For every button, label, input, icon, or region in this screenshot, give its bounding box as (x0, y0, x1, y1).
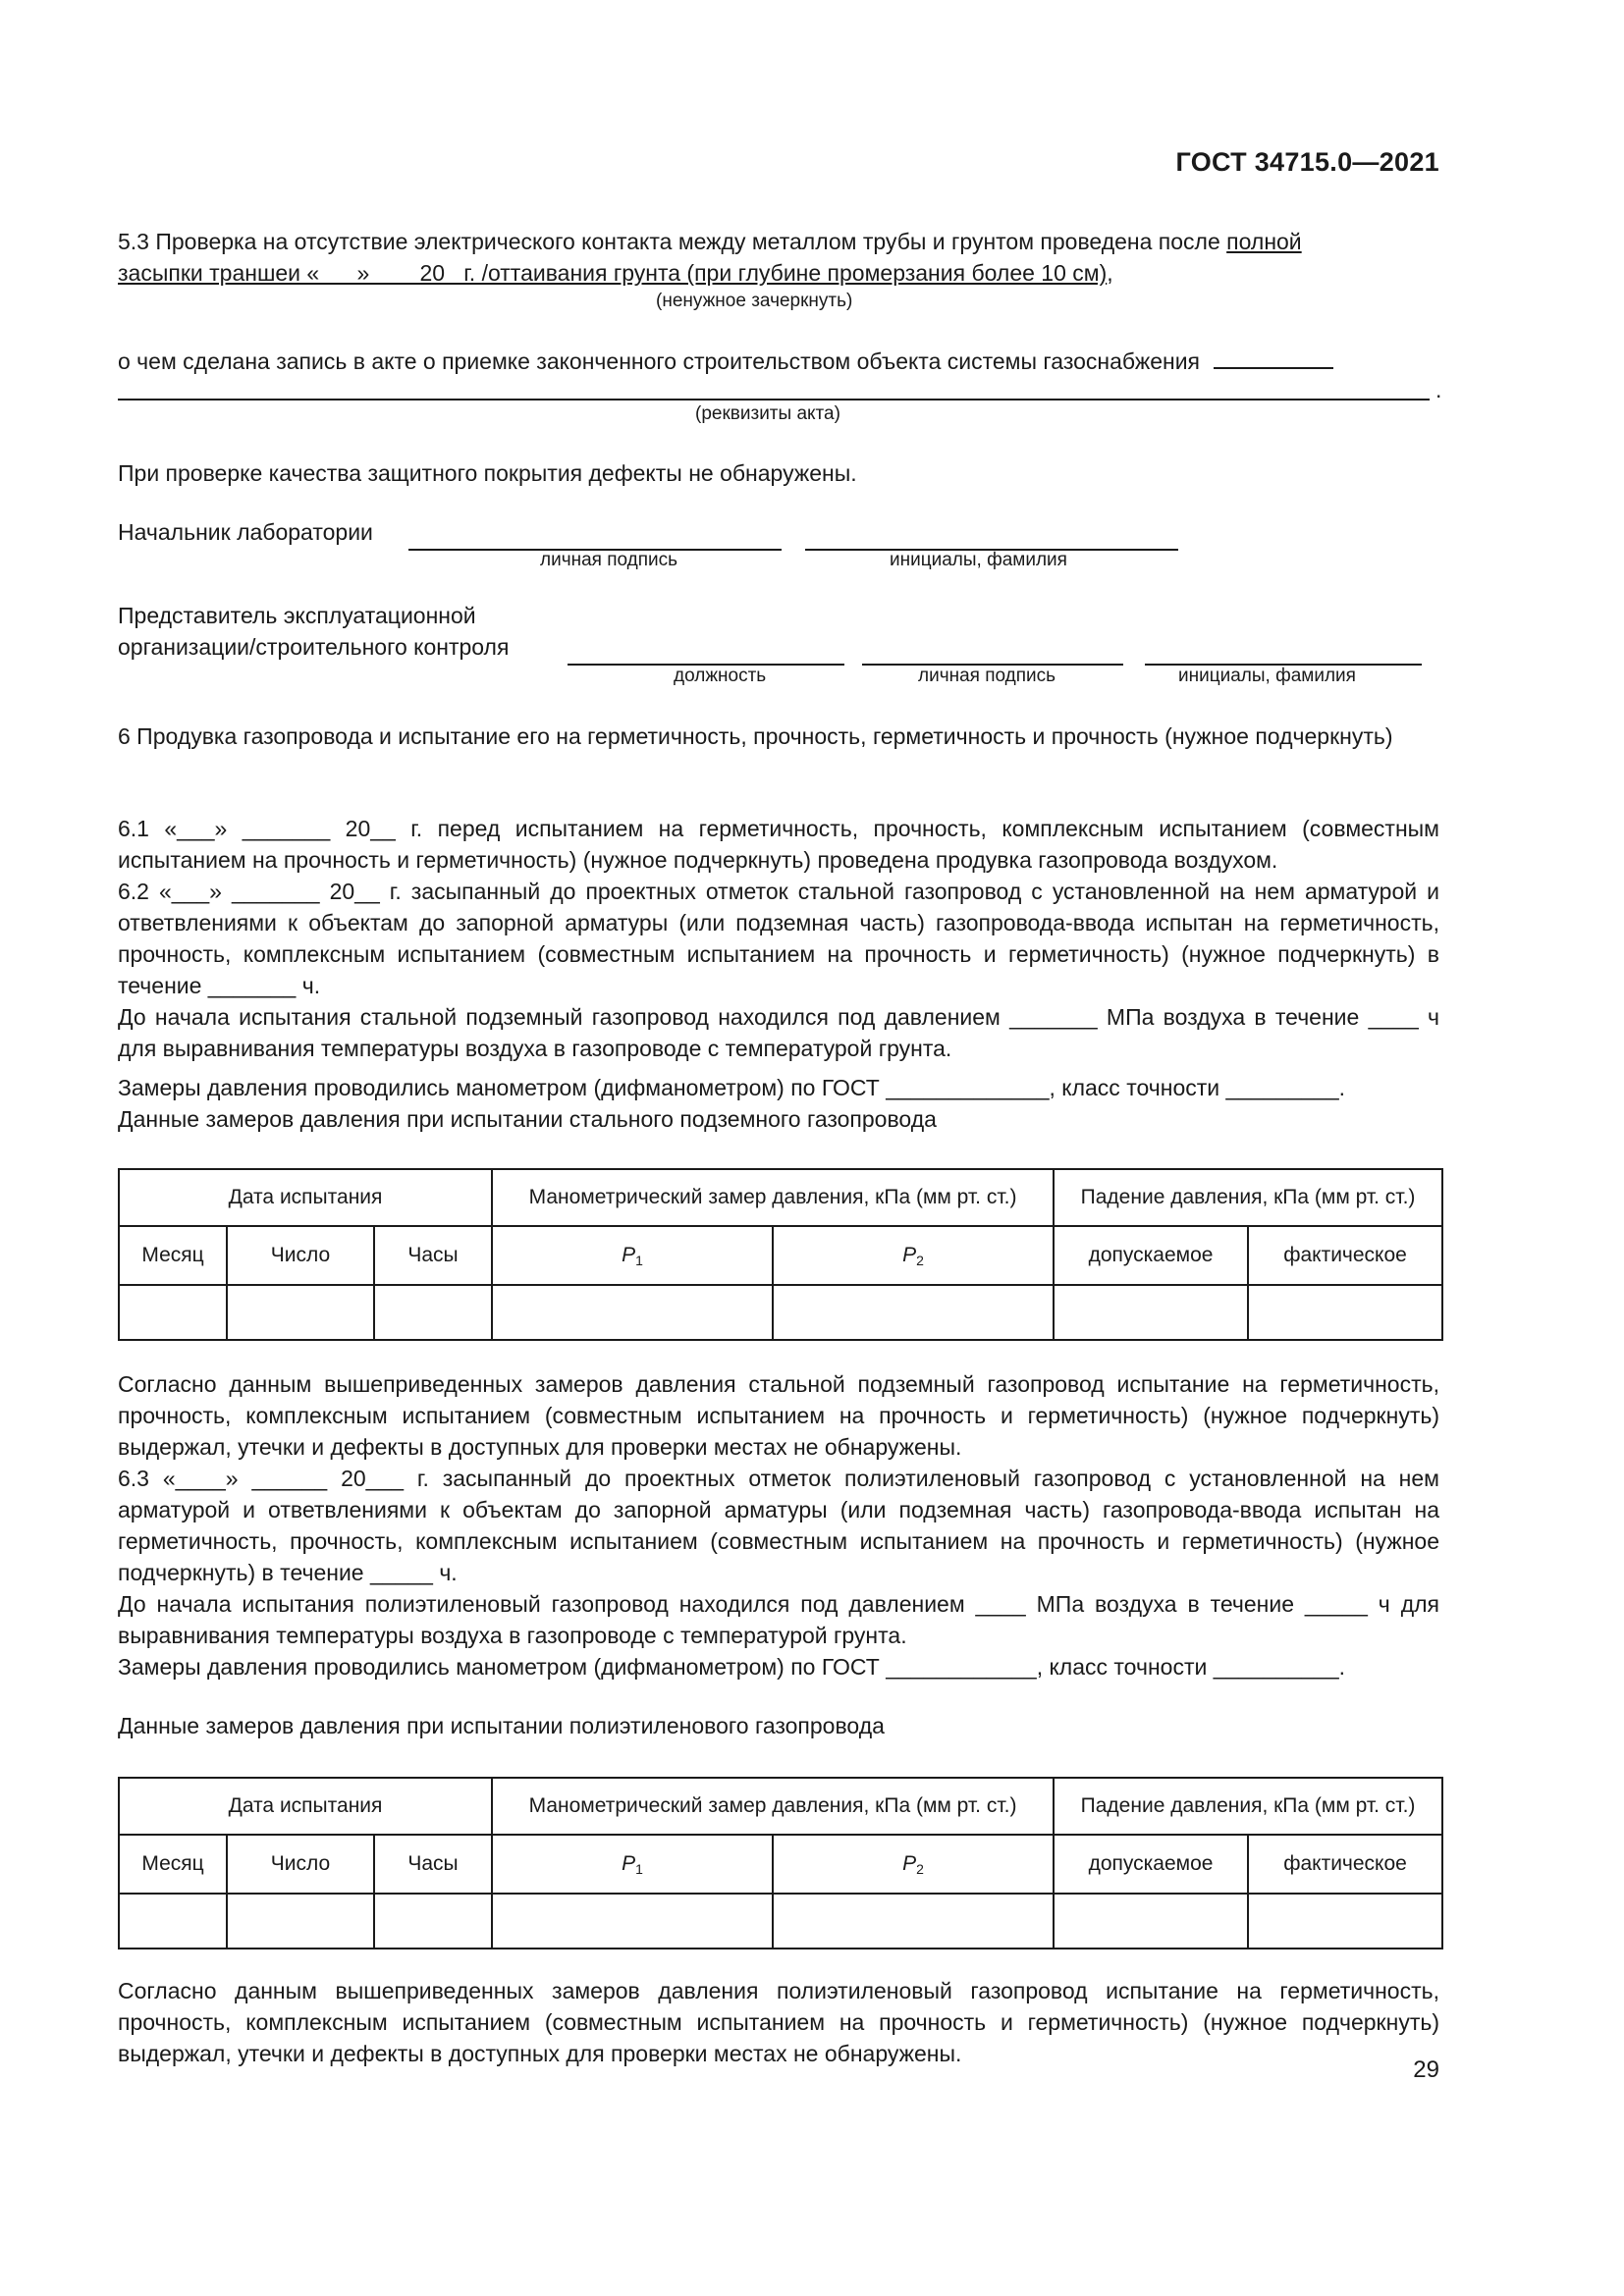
p1-symbol: P (622, 1243, 636, 1266)
header-p1 (492, 1835, 773, 1894)
header-gauge-reading: Манометрический замер давления, кПа (мм рт. ст.) (492, 1169, 1054, 1226)
header-pressure-drop: Падение давления, кПа (мм рт. ст.) (1054, 1169, 1442, 1226)
cell-p2[interactable] (773, 1894, 1054, 1949)
record-text (118, 346, 1333, 375)
header-gauge-reading: Манометрический замер давления, кПа (мм рт. ст.) (492, 1778, 1054, 1835)
representative-label-line1: Представитель эксплуатационной (118, 603, 476, 628)
table-1-caption: Данные замеров давления при испытании стального подземного газопровода (118, 1106, 937, 1132)
header-p1 (492, 1226, 773, 1285)
section-5-3-comma: , (1107, 260, 1113, 286)
header-month: Месяц (119, 1835, 227, 1894)
p2-subscript: 2 (916, 1860, 924, 1877)
cell-p1[interactable] (492, 1285, 773, 1340)
act-details-dot: . (1435, 377, 1442, 402)
header-pressure-drop: Падение давления, кПа (мм рт. ст.) (1054, 1778, 1442, 1835)
p2-symbol: P (902, 1851, 917, 1875)
section-6-2: 6.2 «___» _______ 20__ г. засыпанный до проектных отметок стальной газопровод с установленной на нем арматурой и ответвлениями к объектам до запорной арматуры (или подземная часть) газопровода-ввода испытан на герметичность, прочность, комплексным испытанием (совместным испытанием на прочность и герметичность) (нужное подчеркнуть) в течение _______ ч. (118, 879, 1439, 998)
table-row (119, 1285, 1442, 1340)
polyethylene-conclusion: Согласно данным вышеприведенных замеров давления полиэтиленовый газопровод испытание на герметичность, прочность, комплексным испытанием (совместным испытанием на прочность и герметичность) (нужное подчеркнуть) выдержал, утечки и дефекты в доступных для проверки местах не обнаружены. (118, 1978, 1439, 2066)
header-day: Число (227, 1226, 374, 1285)
lab-head-signature-line (408, 527, 782, 551)
cell-day[interactable] (227, 1285, 374, 1340)
cell-p1[interactable] (492, 1894, 773, 1949)
section-6-2-pressure: До начала испытания стальной подземный газопровод находился под давлением _______ МПа воздуха в течение ____ ч для выравнивания температуры воздуха в газопроводе с температурой грунта. (118, 1004, 1439, 1061)
header-p2 (773, 1226, 1054, 1285)
header-day: Число (227, 1835, 374, 1894)
header-allowed: допускаемое (1054, 1835, 1248, 1894)
p1-subscript: 1 (635, 1860, 643, 1877)
header-p2 (773, 1835, 1054, 1894)
cell-hours[interactable] (374, 1894, 492, 1949)
cell-actual[interactable] (1248, 1894, 1442, 1949)
polyethylene-pressure-table (118, 1777, 1443, 1949)
p1-subscript: 1 (635, 1252, 643, 1268)
header-hours: Часы (374, 1835, 492, 1894)
act-details-line (118, 377, 1430, 400)
header-allowed: допускаемое (1054, 1226, 1248, 1285)
section-5-3-line2 (118, 257, 1439, 289)
lab-head-label: Начальник лаборатории (118, 519, 373, 545)
section-6-3-gauge: Замеры давления проводились манометром (дифманометром) по ГОСТ ____________, класс точности __________. (118, 1654, 1346, 1680)
caption-signature-2: личная подпись (918, 666, 1056, 686)
section-5-3-underlined-word: полной (1226, 229, 1302, 254)
cell-allowed[interactable] (1054, 1285, 1248, 1340)
page-number: 29 (1413, 2056, 1439, 2083)
record-label: о чем сделана запись в акте о приемке законченного строительством объекта системы газоснабжения (118, 348, 1201, 374)
cell-month[interactable] (119, 1894, 227, 1949)
section-6-1: 6.1 «___» _______ 20__ г. перед испытанием на герметичность, прочность, комплексным испытанием (совместным испытанием на прочность и герметичность) (нужное подчеркнуть) проведена продувка газопровода воздухом. (118, 816, 1439, 873)
cell-hours[interactable] (374, 1285, 492, 1340)
section-6-2-gauge: Замеры давления проводились манометром (дифманометром) по ГОСТ _____________, класс точности _________. (118, 1075, 1346, 1100)
rep-position-line (568, 642, 844, 666)
header-test-date: Дата испытания (119, 1169, 492, 1226)
header-test-date: Дата испытания (119, 1778, 492, 1835)
header-actual: фактическое (1248, 1226, 1442, 1285)
cell-day[interactable] (227, 1894, 374, 1949)
p2-symbol: P (902, 1243, 917, 1266)
table-2-caption: Данные замеров давления при испытании полиэтиленового газопровода (118, 1713, 885, 1738)
caption-signature: личная подпись (540, 550, 678, 570)
table-row (119, 1894, 1442, 1949)
note-strike-unneeded: (ненужное зачеркнуть) (656, 291, 853, 311)
representative-label-line2: организации/строительного контроля (118, 634, 510, 660)
caption-position: должность (674, 666, 767, 686)
standard-header: ГОСТ 34715.0—2021 (1175, 147, 1439, 177)
header-hours: Часы (374, 1226, 492, 1285)
p2-subscript: 2 (916, 1252, 924, 1268)
note-act-details: (реквизиты акта) (695, 403, 840, 424)
defects-statement: При проверке качества защитного покрытия дефекты не обнаружены. (118, 460, 857, 486)
p1-symbol: P (622, 1851, 636, 1875)
steel-conclusion: Согласно данным вышеприведенных замеров давления стальной подземный газопровод испытание на герметичность, прочность, комплексным испытанием (совместным испытанием на прочность и герметичность) (нужное подчеркнуть) выдержал, утечки и дефекты в доступных для проверки местах не обнаружены. (118, 1371, 1439, 1460)
rep-signature-line (862, 642, 1123, 666)
rep-name-line (1145, 642, 1422, 666)
cell-actual[interactable] (1248, 1285, 1442, 1340)
header-month: Месяц (119, 1226, 227, 1285)
header-actual: фактическое (1248, 1835, 1442, 1894)
section-6-3-pressure: До начала испытания полиэтиленовый газопровод находился под давлением ____ МПа воздуха в течение _____ ч для выравнивания температуры воздуха в газопроводе с температурой грунта. (118, 1591, 1439, 1648)
caption-name: инициалы, фамилия (890, 550, 1067, 570)
cell-month[interactable] (119, 1285, 227, 1340)
cell-allowed[interactable] (1054, 1894, 1248, 1949)
steel-pressure-table (118, 1168, 1443, 1341)
section-6-3: 6.3 «____» ______ 20___ г. засыпанный до проектных отметок полиэтиленовый газопровод с установленной на нем арматурой и ответвлениями к объектам до запорной арматуры (или подземная часть) газопровода-ввода испытан на герметичность, прочность, комплексным испытанием (совместным испытанием на прочность и герметичность) (нужное подчеркнуть) в течение _____ ч. (118, 1466, 1439, 1585)
section-5-3-underlined-text: засыпки траншеи « » 20 г. /оттаивания грунта (при глубине промерзания более 10 см) (118, 260, 1108, 286)
record-blank (1214, 346, 1333, 369)
section-5-3-line1 (118, 226, 1439, 257)
section-6-title: 6 Продувка газопровода и испытание его на герметичность, прочность, герметичность и прочность (нужное подчеркнуть) (118, 723, 1393, 749)
cell-p2[interactable] (773, 1285, 1054, 1340)
caption-name-2: инициалы, фамилия (1178, 666, 1356, 686)
lab-head-name-line (805, 527, 1178, 551)
section-5-3-text: 5.3 Проверка на отсутствие электрического контакта между металлом трубы и грунтом проведена после (118, 229, 1227, 254)
